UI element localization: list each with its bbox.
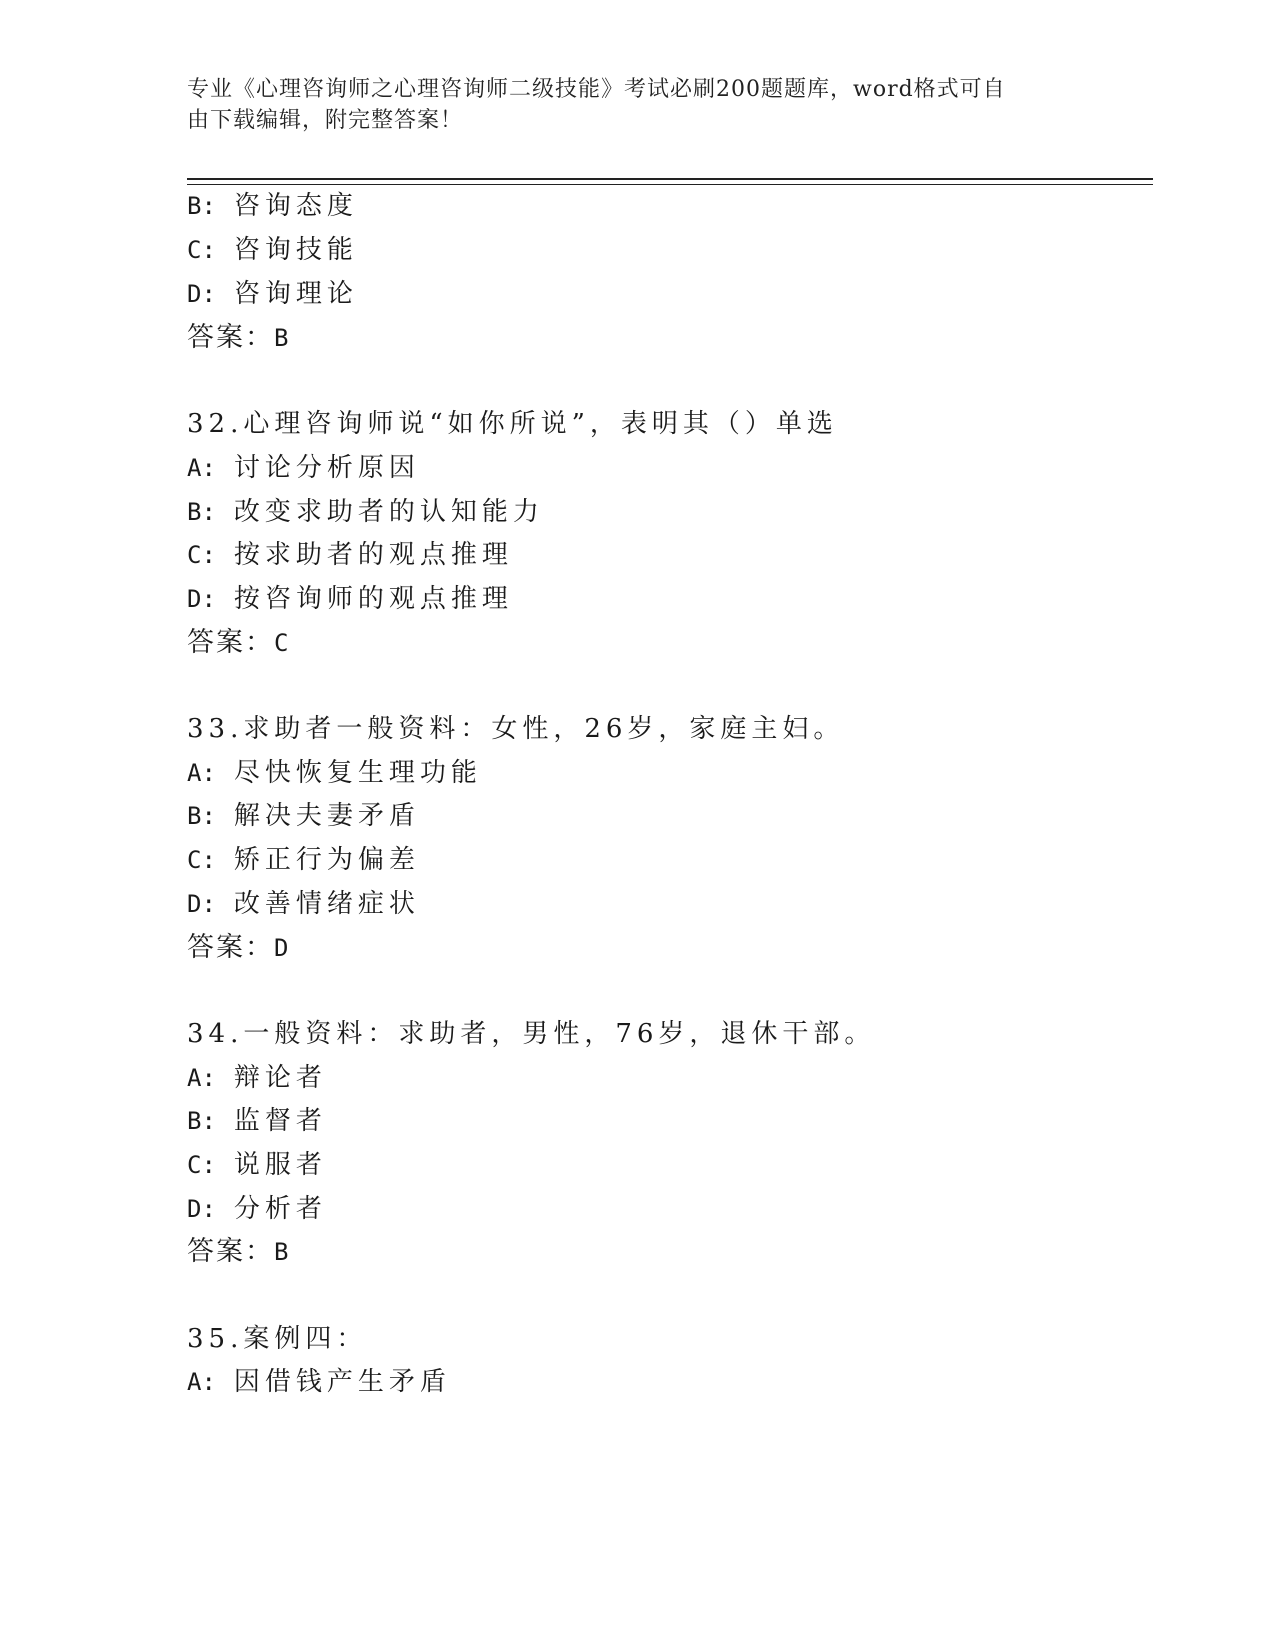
option-line: B: 改变求助者的认知能力 [187, 497, 544, 527]
answer-line: 答案：B [187, 1236, 289, 1267]
header-line-1: 专业《心理咨询师之心理咨询师二级技能》考试必刷200题题库，word格式可自 [187, 77, 1006, 102]
option-line: D: 按咨询师的观点推理 [187, 584, 513, 614]
option-line: C: 咨询技能 [187, 235, 358, 265]
option-line: A: 辩论者 [187, 1063, 327, 1093]
header-line-2: 由下载编辑，附完整答案！ [187, 108, 464, 133]
option-line: D: 改善情绪症状 [187, 889, 420, 919]
question-stem: 32.心理咨询师说“如你所说”，表明其（）单选 [187, 409, 838, 439]
document-header [187, 74, 1067, 136]
answer-line: 答案：D [187, 932, 289, 963]
option-line: D: 咨询理论 [187, 279, 358, 309]
question-stem: 33.求助者一般资料：女性，26岁，家庭主妇。 [187, 714, 845, 744]
question-stem: 34.一般资料：求助者，男性，76岁，退休干部。 [187, 1019, 876, 1049]
option-line: B: 解决夫妻矛盾 [187, 801, 420, 831]
question-stem: 35.案例四： [187, 1324, 368, 1354]
answer-line: 答案：B [187, 322, 289, 353]
option-line: C: 说服者 [187, 1150, 327, 1180]
option-line: B: 咨询态度 [187, 191, 358, 221]
option-line: D: 分析者 [187, 1194, 327, 1224]
answer-line: 答案：C [187, 627, 289, 658]
option-line: A: 讨论分析原因 [187, 453, 420, 483]
option-line: C: 按求助者的观点推理 [187, 540, 513, 570]
header-divider-thick [187, 178, 1153, 180]
option-line: A: 因借钱产生矛盾 [187, 1367, 451, 1397]
option-line: B: 监督者 [187, 1106, 327, 1136]
option-line: A: 尽快恢复生理功能 [187, 758, 482, 788]
option-line: C: 矫正行为偏差 [187, 845, 420, 875]
header-divider-thin [187, 184, 1153, 185]
